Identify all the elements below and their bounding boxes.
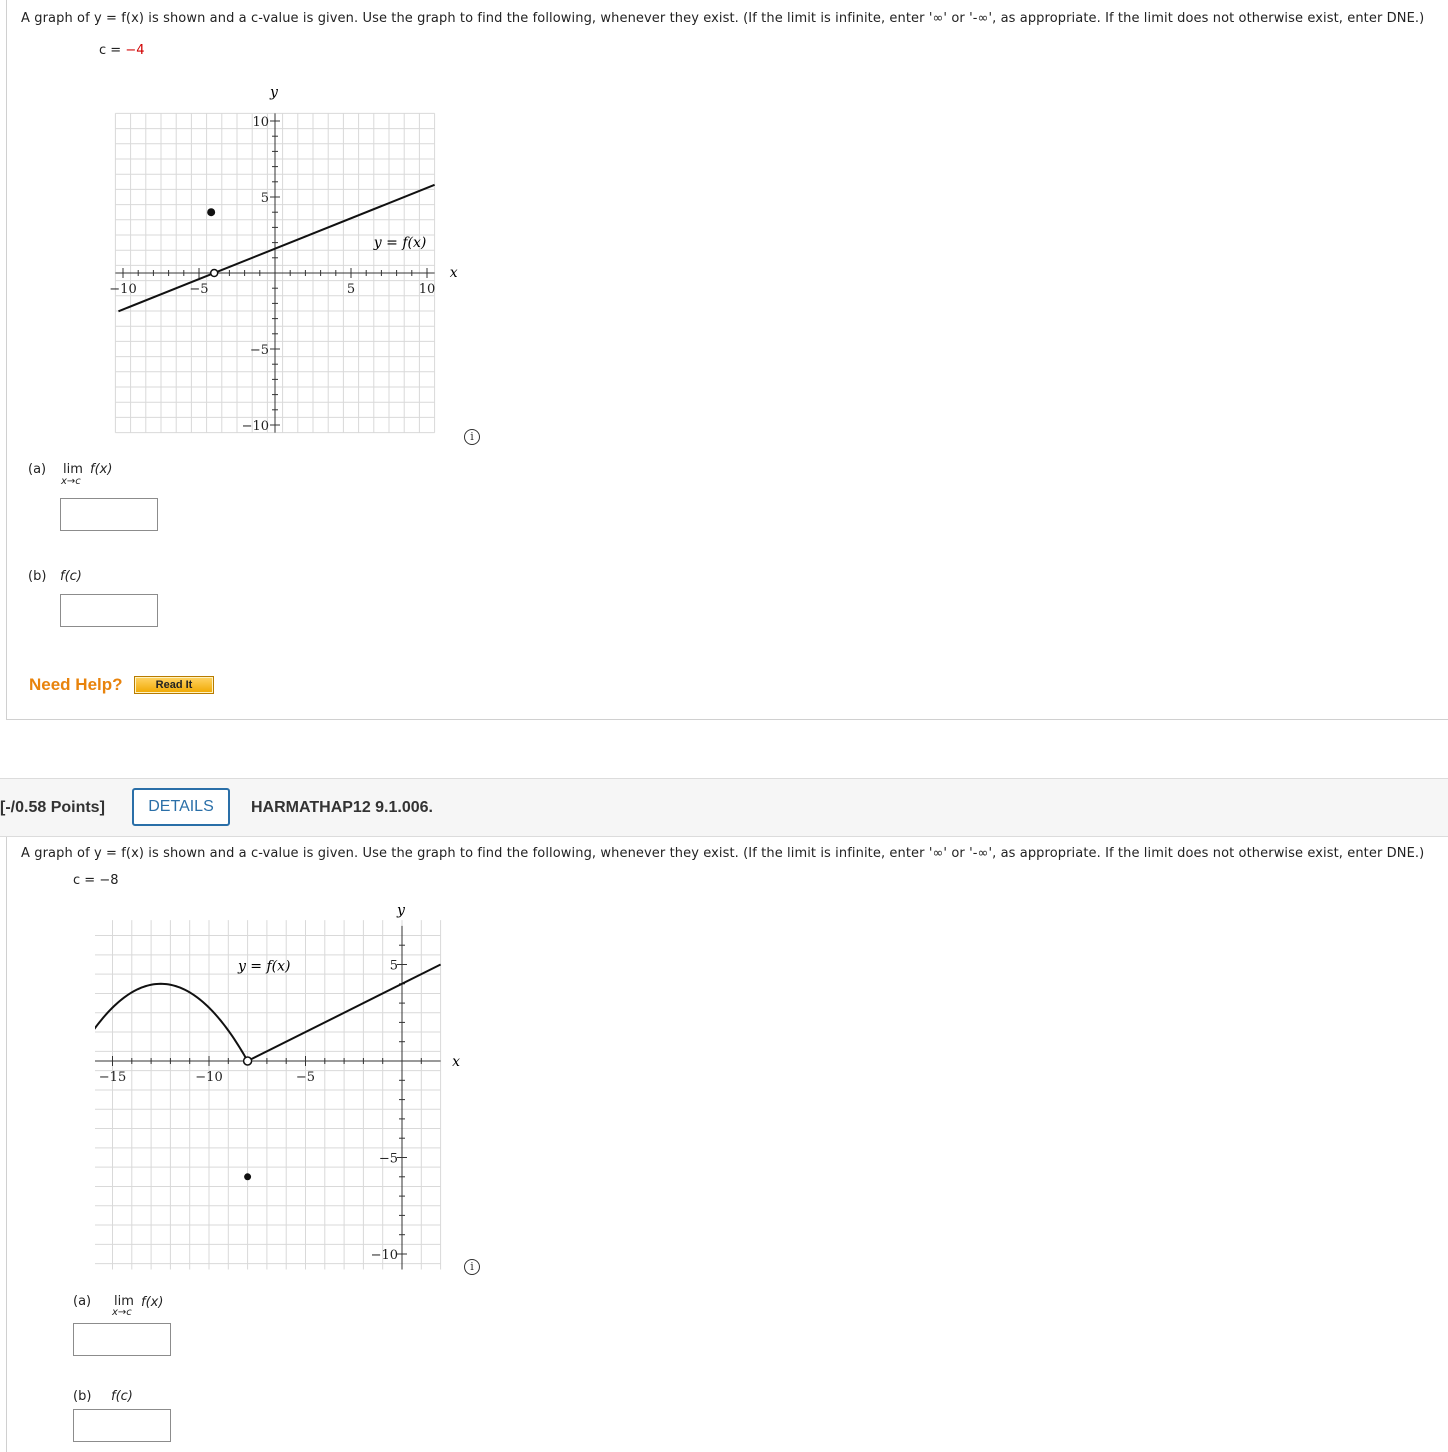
q1-y-tick-label: 10 [252,115,269,130]
q1-curve-label: y = f(x) [373,235,427,252]
q1-x-axis-label: x [449,265,458,281]
q1-x-tick-label: −5 [189,282,209,297]
q1-part-b-label: (b) [28,569,47,584]
q1-c-label: c = [99,43,126,58]
q1-filled-point [207,208,215,216]
q2-part-a-label: (a) [73,1294,92,1309]
q1-part-a-func: f(x) [90,462,113,477]
q1-x-tick-label: −10 [109,282,137,297]
q2-part-b-label: (b) [73,1389,92,1404]
q1-read-it-button[interactable]: Read It [134,676,214,694]
q2-y-axis-label: y [397,902,405,919]
q1-x-tick-label: 10 [418,282,436,297]
q1-c-value [99,43,144,58]
q2-c-number: −8 [99,873,119,888]
q2-part-a-lim: lim [114,1294,134,1309]
q2-y-tick-label: 5 [389,958,398,974]
question-gap [0,721,1448,778]
q2-part-a-func: f(x) [141,1295,164,1310]
q2-function-curve-left [95,984,248,1145]
q2-points: [-/0.58 Points] [0,799,105,816]
q2-x-tick-label: −10 [195,1070,223,1085]
q1-problem-text: A graph of y = f(x) is shown and a c-value is given. Use the graph to find the following, whenever they exist. (If the limit is infinite, enter '∞' or '-∞', as appropriate. If the limit does not otherwise exist, enter DNE.) [21,11,1425,26]
q1-part-b-func: f(c) [60,569,82,584]
q1-y-tick-label: −10 [241,419,269,434]
q1-x-tick-label: 5 [346,282,356,297]
q2-x-tick-label: −5 [295,1070,316,1085]
q1-info-icon[interactable]: i [464,429,480,445]
q1-open-point [211,270,218,277]
q2-y-tick-label: −10 [370,1248,398,1263]
q2-open-point [244,1057,252,1065]
q2-filled-point [244,1173,251,1180]
q2-x-tick-label: −15 [98,1070,127,1085]
q2-y-tick-label: −5 [378,1151,398,1167]
q1-need-help: Need Help? [29,675,123,694]
q2-details-button[interactable]: DETAILS [132,788,230,826]
q2-part-a-answer-input[interactable] [73,1323,171,1356]
q2-part-b-func: f(c) [111,1389,133,1404]
q2-info-icon[interactable]: i [464,1259,480,1275]
q1-part-a-sub: x→c [61,476,81,487]
q1-part-b-answer-input[interactable] [60,594,158,627]
q2-c-label: c = [73,873,100,888]
q1-graph [100,80,470,450]
q2-problem-text: A graph of y = f(x) is shown and a c-value is given. Use the graph to find the following, whenever they exist. (If the limit is infinite, enter '∞' or '-∞', as appropriate. If the limit does not otherwise exist, enter DNE.) [21,846,1425,861]
q1-y-tick-label: −5 [249,343,269,358]
q1-y-tick-label: 5 [260,191,269,206]
q1-c-number: −4 [125,43,145,58]
q2-x-axis-label: x [452,1054,461,1070]
q2-part-a-sub: x→c [112,1307,132,1318]
q1-part-a-lim: lim [63,462,83,477]
q2-graph [95,900,470,1280]
q2-c-value [73,873,118,888]
q2-question-code: HARMATHAP12 9.1.006. [251,799,433,816]
q1-part-a-answer-input[interactable] [60,498,158,531]
q2-curve-label: y = f(x) [237,958,291,975]
q2-part-b-answer-input[interactable] [73,1409,171,1442]
q1-part-a-label: (a) [28,462,47,477]
q1-y-axis-label: y [270,84,278,101]
